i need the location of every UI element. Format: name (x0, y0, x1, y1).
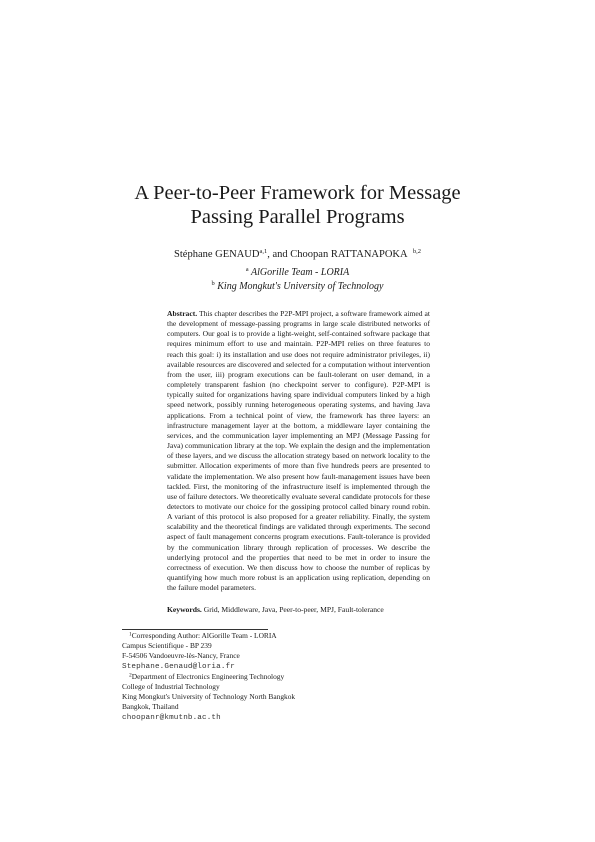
affiliation-a-text: AlGorille Team - LORIA (250, 267, 350, 278)
footnote-1-line-1: $^1$Corresponding Author: AlGorille Team - LORIA (129, 631, 277, 640)
footnote-2-line-3: King Mongkut's University of Technology North Bangkok (122, 692, 296, 702)
footnotes (122, 631, 482, 723)
affiliation-a-marker: a (245, 266, 249, 273)
footnote-2-line-2: College of Industrial Technology (122, 682, 220, 692)
author-connector: , and Choopan RATTANAPOKA (267, 249, 408, 260)
abstract-text: This chapter describes the P2P-MPI project, a software framework aimed at the development of message-passing programs in large scale distributed networks of computers. Our goal is to provide a light-weight, self-contained software package that requires minimum effort to use and maintain. P2P-MPI relies on three features to reach this goal: i) its installation and use does not require administrator privileges, ii) available resources are discovered and selected for a computation without intervention from the user, iii) program executions can be fault-tolerant on user demand, in a completely transparent fashion (no checkpoint server to configure). P2P-MPI is typically suited for organizations having spare individual computers linked by a high speed network, possibly running heterogeneous operating systems, and having Java applications. From a technical point of view, the framework has three layers: an infrastructure management layer at the bottom, a middleware layer containing the services, and the communication layer implementing an MPJ (Message Passing for Java) communication library at the top. We explain the design and the implementation of these layers, and we discuss the allocation strategy based on network locality to the submitter. Allocation experiments of more than five hundreds peers are presented to validate the implementation. We also present how fault-management issues have been tackled. First, the monitoring of the infrastructure itself is implemented through the use of failure detectors. We theoretically evaluate several candidate protocols for these detectors to motivate our choice for the gossiping protocol called binary round robin. A variant of this protocol is also proposed for a greater reliability. Finally, the system scalability and the theoretical findings are validated through experiments. The second aspect of fault management concerns program executions. Fault-tolerance is provided by the communication library through replication of processes. We describe the underlying protocol and the properties that need to be met in order to insure the correctness of execution. We then discuss how to choose the number of replicas by quantifying how much more robust is an application using replication, depending on the failure model parameters. (167, 309, 431, 593)
author-2-affiliation-marker: b,2 (412, 248, 421, 255)
footnote-2-line-1: $^2$Department of Electronics Engineering Technology (129, 671, 285, 681)
title-line-2: Passing Parallel Programs (190, 206, 405, 228)
affiliation-b (60, 280, 535, 293)
author-1-name: Stéphane GENAUD (174, 249, 260, 260)
affiliation-b-text: King Mongkut's University of Technology (217, 281, 384, 292)
footnote-1-marker: 1 (129, 631, 132, 638)
affiliation-a (60, 266, 535, 279)
affiliation-b-marker: b (211, 280, 215, 287)
footnote-2-email[interactable]: choopanr@kmutnb.ac.th (122, 713, 221, 722)
footnote-1-line-2: Campus Scientifique - BP 239 (122, 641, 212, 651)
footnote-1-line-3: F-54506 Vandoeuvre-lès-Nancy, France (122, 651, 240, 661)
footnote-2-line-4: Bangkok, Thailand (122, 702, 179, 712)
author-list (60, 248, 535, 261)
title-line-1: A Peer-to-Peer Framework for Message (134, 182, 461, 204)
keywords (167, 605, 430, 615)
footnote-1-email[interactable]: Stephane.Genaud@loria.fr (122, 662, 235, 671)
keywords-label: Keywords. (167, 605, 202, 614)
keywords-text: Grid, Middleware, Java, Peer-to-peer, MPJ, Fault-tolerance (203, 605, 384, 614)
footnote-2-marker: 2 (129, 672, 132, 679)
author-1-affiliation-marker: a,1 (259, 248, 268, 255)
footnote-divider (122, 629, 268, 630)
paper-title (60, 181, 535, 229)
abstract-label: Abstract. (167, 309, 198, 318)
abstract (167, 309, 430, 593)
